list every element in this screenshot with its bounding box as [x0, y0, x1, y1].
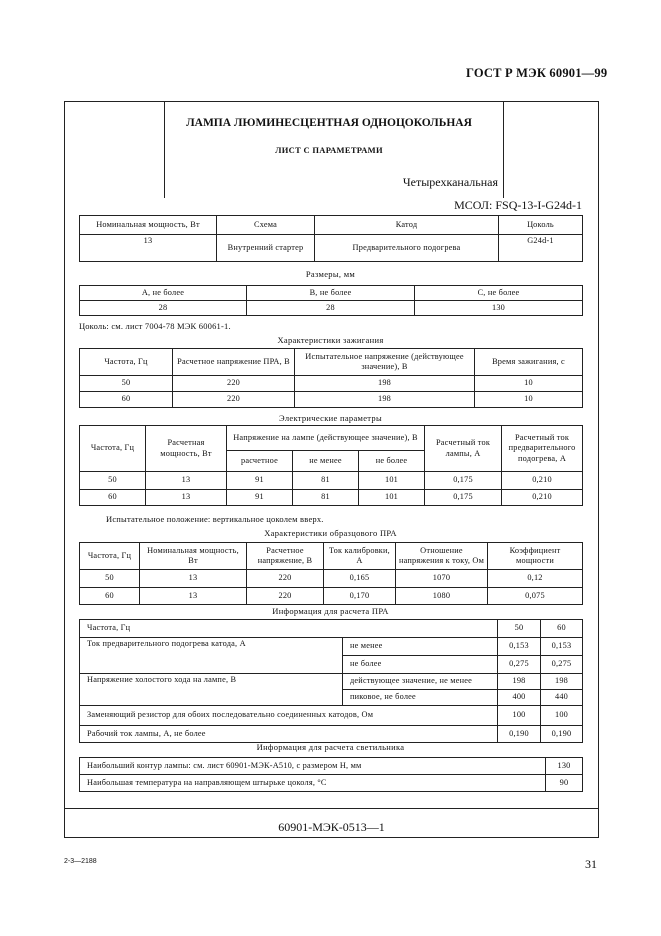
table-cell: 1080: [396, 588, 488, 605]
table-cell: 100: [541, 706, 583, 726]
table-header: не менее: [293, 451, 359, 472]
table-header: Расчетный ток лампы, А: [425, 426, 502, 472]
table-cell: пиковое, не более: [343, 690, 498, 706]
table-cell: 50: [80, 570, 140, 588]
table-cell: 0,153: [541, 638, 583, 656]
table-cell: 130: [546, 758, 583, 775]
table-header: Расчетная мощность, Вт: [146, 426, 227, 472]
table-cell: Предварительного подогрева: [315, 235, 499, 262]
table-header: Коэффициент мощности: [488, 543, 583, 570]
sheet-title: ЛАМПА ЛЮМИНЕСЦЕНТНАЯ ОДНОЦОКОЛЬНАЯ: [186, 117, 472, 129]
sheet-subtitle: ЛИСТ С ПАРАМЕТРАМИ: [275, 145, 383, 155]
table-cell: 0,075: [488, 588, 583, 605]
table-header: Цоколь: [499, 216, 583, 235]
luminaire-info-caption: Информация для расчета светильника: [256, 742, 405, 752]
frame-divider-right: [503, 101, 504, 198]
table-cell: не более: [343, 656, 498, 674]
electrical-caption: Электрические параметры: [279, 413, 382, 423]
table-cell: 60: [541, 620, 583, 638]
table-cell: 101: [359, 490, 425, 506]
table-cell: 198: [295, 376, 475, 392]
cap-note: Цоколь: см. лист 7004-78 МЭК 60061-1.: [79, 321, 231, 331]
table-cell: Ток предварительного подогрева катода, А: [80, 638, 343, 674]
table-cell: Заменяющий резистор для обоих последовательно соединенных катодов, Ом: [80, 706, 498, 726]
table-cell: 198: [295, 392, 475, 408]
table-cell: не менее: [343, 638, 498, 656]
table-cell: 0,190: [541, 726, 583, 743]
table-header: расчетное: [227, 451, 293, 472]
table-cell: 0,190: [498, 726, 541, 743]
table-cell: 1070: [396, 570, 488, 588]
table-header: Ток калибровки, А: [324, 543, 396, 570]
table-cell: Внутренний стартер: [217, 235, 315, 262]
table-cell: 91: [227, 472, 293, 490]
table-cell: Напряжение холостого хода на лампе, В: [80, 674, 343, 706]
table-cell: 28: [80, 301, 247, 316]
table-cell: 0,12: [488, 570, 583, 588]
luminaire-info-table: [79, 757, 583, 792]
dimensions-caption: Размеры, мм: [305, 269, 356, 279]
ignition-caption: Характеристики зажигания: [277, 335, 384, 345]
table-header: Отношение напряжения к току, Ом: [396, 543, 488, 570]
table-cell: 50: [498, 620, 541, 638]
table-cell: действующее значение, не менее: [343, 674, 498, 690]
table-cell: 0,175: [425, 472, 502, 490]
table-cell: 13: [140, 588, 247, 605]
table-cell: 101: [359, 472, 425, 490]
table-header: Номинальная мощность, Вт: [80, 216, 217, 235]
table-header: Расчетное напряжение ПРА, В: [173, 349, 295, 376]
table-header: Частота, Гц: [80, 426, 146, 472]
table-header: Схема: [217, 216, 315, 235]
table-cell: 60: [80, 392, 173, 408]
ballast-info-table: [79, 619, 583, 743]
table-cell: 440: [541, 690, 583, 706]
table-cell: 10: [475, 376, 583, 392]
sheet-code: 60901-МЭК-0513—1: [278, 820, 385, 834]
table-header: Номинальная мощность, Вт: [140, 543, 247, 570]
electrical-table: [79, 425, 583, 506]
table-header: Частота, Гц: [80, 543, 140, 570]
table-cell: 13: [146, 490, 227, 506]
table-cell: 91: [227, 490, 293, 506]
table-cell: 50: [80, 376, 173, 392]
table-header: Испытательное напряжение (действующее значение), В: [295, 349, 475, 376]
main-parameters-table: [79, 215, 583, 262]
ignition-table: [79, 348, 583, 408]
table-cell: 220: [247, 588, 324, 605]
table-cell: 198: [541, 674, 583, 690]
lamp-designation: МСОЛ: FSQ-13-I-G24d-1: [454, 198, 582, 212]
table-cell: 220: [247, 570, 324, 588]
table-cell: 13: [146, 472, 227, 490]
table-cell: 60: [80, 588, 140, 605]
table-cell: 0,153: [498, 638, 541, 656]
table-cell: 0,210: [502, 472, 583, 490]
table-cell: 198: [498, 674, 541, 690]
standard-header: ГОСТ Р МЭК 60901—99: [466, 66, 608, 80]
table-cell: 81: [293, 472, 359, 490]
table-cell: 130: [415, 301, 583, 316]
dimensions-table: [79, 285, 583, 316]
test-position-note: Испытательное положение: вертикальное цоколем вверх.: [106, 514, 324, 524]
frame-footer-line: [64, 808, 599, 809]
reference-ballast-caption: Характеристики образцового ПРА: [264, 528, 397, 538]
table-cell: Наибольший контур лампы: см. лист 60901-МЭК-А510, с размером H, мм: [80, 758, 546, 775]
table-cell: 0,165: [324, 570, 396, 588]
table-header: Катод: [315, 216, 499, 235]
table-cell: 220: [173, 392, 295, 408]
table-header: B, не более: [247, 286, 415, 301]
table-header: A, не более: [80, 286, 247, 301]
table-cell: 0,170: [324, 588, 396, 605]
table-header: не более: [359, 451, 425, 472]
table-cell: Рабочий ток лампы, А, не более: [80, 726, 498, 743]
table-cell: 0,275: [541, 656, 583, 674]
table-header: C, не более: [415, 286, 583, 301]
table-cell: 13: [80, 235, 217, 262]
table-cell: 90: [546, 775, 583, 792]
table-cell: 81: [293, 490, 359, 506]
table-cell: Наибольшая температура на направляющем штырьке цоколя, °С: [80, 775, 546, 792]
reference-ballast-table: [79, 542, 583, 605]
sheet-variant: Четырехканальная: [402, 175, 498, 189]
table-cell: 28: [247, 301, 415, 316]
table-header: Расчетный ток предварительного подогрева, А: [502, 426, 583, 472]
table-cell: 10: [475, 392, 583, 408]
table-cell: 0,275: [498, 656, 541, 674]
ballast-info-caption: Информация для расчета ПРА: [272, 606, 389, 616]
table-cell: 220: [173, 376, 295, 392]
table-cell: 400: [498, 690, 541, 706]
table-header: Частота, Гц: [80, 349, 173, 376]
page-number: 31: [585, 857, 597, 871]
table-cell: 100: [498, 706, 541, 726]
table-header: Расчетное напряжение, В: [247, 543, 324, 570]
table-header: Напряжение на лампе (действующее значение), В: [227, 426, 425, 451]
imprint-code: 2-3—2188: [64, 858, 97, 865]
table-cell: 0,210: [502, 490, 583, 506]
table-cell: 0,175: [425, 490, 502, 506]
table-cell: G24d-1: [499, 235, 583, 262]
table-cell: 50: [80, 472, 146, 490]
table-cell: 13: [140, 570, 247, 588]
table-header: Время зажигания, с: [475, 349, 583, 376]
table-cell: Частота, Гц: [80, 620, 498, 638]
table-cell: 60: [80, 490, 146, 506]
